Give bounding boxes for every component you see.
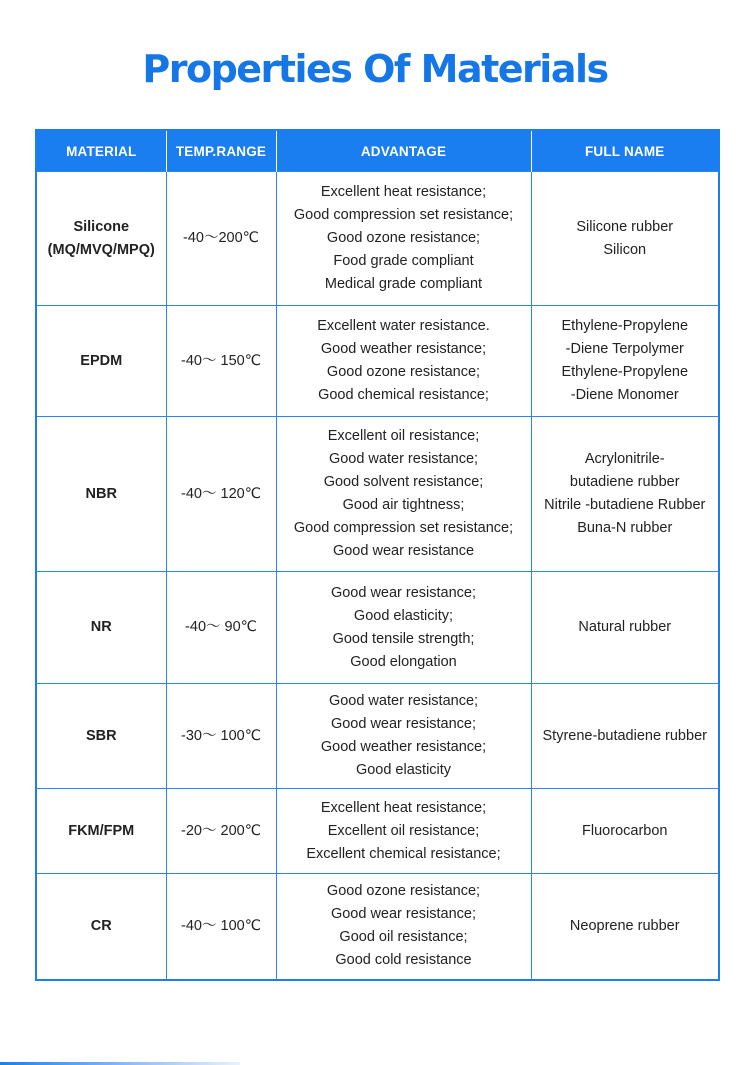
material-cell — [36, 306, 166, 417]
header-material: MATERIAL — [36, 130, 166, 172]
table-row — [36, 172, 719, 306]
material-cell — [36, 684, 166, 789]
advantage-line: Good oil resistance; — [339, 929, 468, 946]
header-temp-range: TEMP.RANGE — [166, 130, 276, 172]
materials-table — [35, 129, 720, 981]
full-name-cell — [531, 306, 719, 417]
full-name-line: Silicone rubber — [576, 218, 674, 235]
material-cell — [36, 417, 166, 572]
table-row — [36, 789, 719, 874]
advantage-line: Good elasticity — [355, 762, 452, 778]
advantage-line: Good ozone resistance; — [326, 364, 481, 380]
full-name-cell — [531, 684, 719, 789]
advantage-cell — [276, 172, 531, 306]
temp-range-cell: -40～ 90℃ — [166, 572, 276, 684]
full-name-line: Natural rubber — [578, 619, 672, 635]
advantage-line: Good cold resistance — [335, 952, 472, 969]
full-name-line: Neoprene rubber — [569, 917, 680, 934]
advantage-line: Medical grade compliant — [324, 276, 483, 292]
material-name: SBR — [85, 727, 117, 744]
advantage-line: Excellent chemical resistance; — [306, 845, 501, 862]
full-name-line: Ethylene-Propylene — [561, 318, 689, 334]
advantage-line: Good wear resistance; — [330, 906, 477, 923]
advantage-cell — [276, 789, 531, 874]
full-name-line: Acrylonitrile- — [584, 451, 665, 467]
advantage-line: Good water resistance; — [328, 693, 479, 709]
material-cell — [36, 789, 166, 874]
advantage-line: Good ozone resistance; — [326, 230, 481, 246]
advantage-line: Good weather resistance; — [320, 739, 487, 755]
advantage-line: Good compression set resistance; — [293, 207, 514, 223]
advantage-line: Good air tightness; — [342, 497, 465, 513]
material-name: (MQ/MVQ/MPQ) — [47, 241, 155, 258]
page-title: Properties Of Materials — [142, 47, 608, 91]
full-name-line: Buna-N rubber — [577, 520, 673, 536]
full-name-line: butadiene rubber — [569, 474, 680, 490]
advantage-line: Good tensile strength; — [332, 630, 475, 647]
advantage-line: Good chemical resistance; — [318, 387, 489, 403]
material-name: NR — [90, 619, 112, 635]
advantage-line: Excellent oil resistance; — [327, 822, 480, 839]
temp-range-cell: -30～ 100℃ — [166, 684, 276, 789]
material-name: CR — [90, 917, 112, 934]
material-name: FKM/FPM — [68, 822, 135, 839]
table-row — [36, 874, 719, 980]
full-name-cell — [531, 172, 719, 306]
full-name-line: -Diene Terpolymer — [565, 341, 684, 357]
advantage-cell — [276, 306, 531, 417]
advantage-line: Good wear resistance; — [330, 584, 477, 601]
full-name-cell — [531, 789, 719, 874]
full-name-line: Nitrile -butadiene Rubber — [544, 497, 706, 513]
full-name-cell — [531, 417, 719, 572]
table-header-row — [36, 130, 719, 172]
advantage-line: Good wear resistance — [332, 543, 475, 559]
material-name: Silicone — [73, 218, 130, 235]
full-name-line: Fluorocarbon — [582, 822, 668, 839]
advantage-line: Good wear resistance; — [330, 716, 477, 732]
temp-range-cell: -20～ 200℃ — [166, 789, 276, 874]
advantage-cell — [276, 874, 531, 980]
material-name: NBR — [85, 485, 117, 502]
advantage-line: Excellent heat resistance; — [320, 799, 487, 816]
material-cell — [36, 172, 166, 306]
advantage-cell — [276, 417, 531, 572]
advantage-line: Excellent water resistance. — [317, 318, 490, 334]
advantage-line: Food grade compliant — [333, 253, 474, 269]
advantage-cell — [276, 684, 531, 789]
temp-range-cell: -40～200℃ — [166, 172, 276, 306]
full-name-cell — [531, 572, 719, 684]
header-full-name: FULL NAME — [531, 130, 719, 172]
material-cell — [36, 874, 166, 980]
advantage-line: Good elongation — [350, 653, 457, 670]
full-name-cell — [531, 874, 719, 980]
advantage-line: Excellent oil resistance; — [327, 428, 480, 444]
table-row — [36, 306, 719, 417]
temp-range-cell: -40～ 100℃ — [166, 874, 276, 980]
table-row — [36, 572, 719, 684]
temp-range-cell: -40～ 150℃ — [166, 306, 276, 417]
header-advantage: ADVANTAGE — [276, 130, 531, 172]
full-name-line: Styrene-butadiene rubber — [542, 727, 707, 744]
table-body — [36, 172, 719, 980]
advantage-line: Good elasticity; — [353, 607, 454, 624]
material-cell — [36, 572, 166, 684]
full-name-line: Ethylene-Propylene — [561, 364, 689, 380]
advantage-line: Good solvent resistance; — [323, 474, 484, 490]
advantage-line: Good compression set resistance; — [293, 520, 514, 536]
advantage-line: Good ozone resistance; — [326, 883, 481, 900]
table-row — [36, 684, 719, 789]
full-name-line: Silicon — [603, 241, 647, 258]
full-name-line: -Diene Monomer — [570, 387, 679, 403]
table-row — [36, 417, 719, 572]
advantage-cell — [276, 572, 531, 684]
advantage-line: Excellent heat resistance; — [320, 184, 487, 200]
advantage-line: Good weather resistance; — [320, 341, 487, 357]
advantage-line: Good water resistance; — [328, 451, 479, 467]
temp-range-cell: -40～ 120℃ — [166, 417, 276, 572]
material-name: EPDM — [80, 352, 123, 369]
